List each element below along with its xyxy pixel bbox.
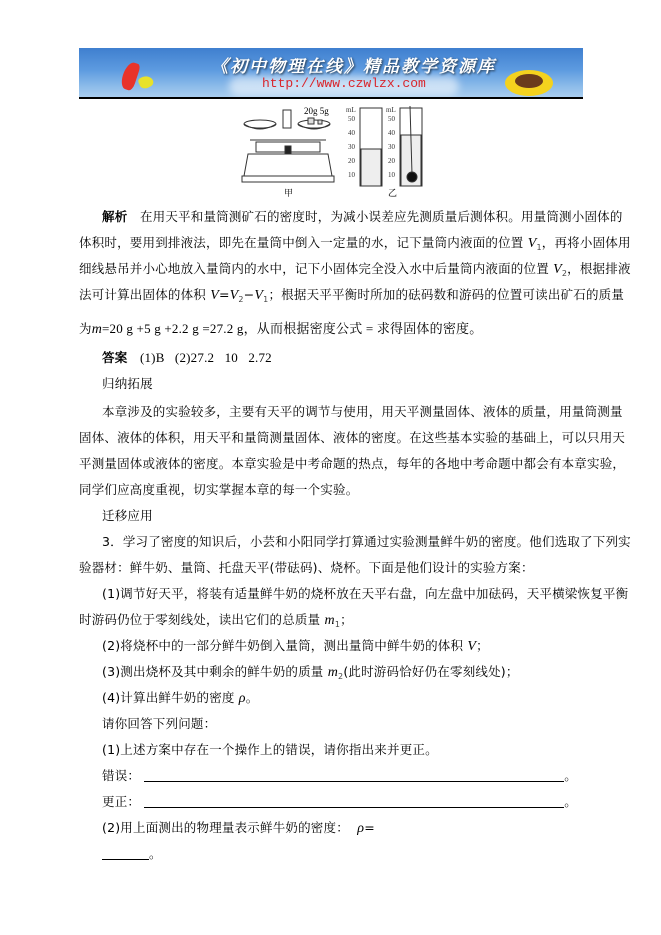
text: (此时游码恰好仍在零刻线处)； <box>343 664 519 679</box>
step-2 <box>102 636 489 655</box>
mass-symbol: m <box>91 322 103 337</box>
balance-scale <box>242 110 334 182</box>
tick-label: 40 <box>388 129 395 137</box>
text: 为 <box>79 321 92 336</box>
punct: 。 <box>149 846 162 861</box>
summary-line: 平测量固体或液体的密度。本章实验是中考命题的热点，每年的各地中考命题中都会有本章实验， <box>79 456 626 471</box>
question-line: 3．学习了密度的知识后，小芸和小阳同学打算通过实验测量鲜牛奶的密度。他们选取了下列实 <box>102 534 631 549</box>
minus: − <box>243 287 255 302</box>
summary-line: 本章涉及的实验较多，主要有天平的调节与使用，用天平测量固体、液体的质量，用量筒测量 <box>102 404 623 419</box>
density-answer-blank[interactable] <box>102 847 149 860</box>
subscript: 2 <box>338 672 344 681</box>
summary-heading: 归纳拓展 <box>102 376 153 391</box>
analysis-label: 解析 <box>102 209 128 224</box>
text: 细线悬吊并小心地放入量筒内的水中，记下小固体完全没入水中后量筒内液面的位置 <box>79 261 549 276</box>
tick-label: 20 <box>388 157 395 165</box>
weights-label: 20g 5g <box>304 106 329 116</box>
header-banner <box>79 48 583 97</box>
formula-v: V <box>210 288 219 303</box>
text: =20 g +5 g +2.2 g =27.2 g，从而根据密度公式 = 求得固体的密度。 <box>102 321 483 336</box>
analysis-line <box>79 259 631 278</box>
experiment-figure <box>240 104 440 198</box>
m1-symbol: m <box>324 613 335 628</box>
subscript: 1 <box>263 295 269 304</box>
summary-line: 同学们应高度重视，切实掌握本章的每一个实验。 <box>79 482 359 497</box>
tick-label: 50 <box>348 115 355 123</box>
logo-icon <box>119 61 141 92</box>
subscript: 1 <box>536 243 542 252</box>
text: ，根据排液 <box>567 261 631 276</box>
text: 法可计算出固体的体积 <box>79 287 207 302</box>
tick-label: 20 <box>348 157 355 165</box>
banner-url: http://www.czwlzx.com <box>262 76 426 91</box>
question-line: 验器材：鲜牛奶、量筒、托盘天平(带砝码)、烧杯。下面是他们设计的实验方案： <box>79 560 534 575</box>
answer-line <box>102 348 272 366</box>
cylinder-unit: mL <box>386 106 396 114</box>
analysis-line <box>79 233 631 252</box>
summary-line: 固体、液体的体积，用天平和量筒测量固体、液体的密度。在这些基本实验的基础上，可以只用天 <box>79 430 626 445</box>
header-rule <box>79 97 583 99</box>
figure-label-right: 乙 <box>388 189 398 198</box>
logo-accent-icon <box>137 74 155 91</box>
v2-symbol: V <box>553 262 562 277</box>
punct: 。 <box>564 794 577 809</box>
text: ，再将小固体用 <box>541 235 631 250</box>
cylinder-unit: mL <box>346 106 356 114</box>
fix-label: 更正： <box>102 794 141 809</box>
error-label: 错误： <box>102 768 141 783</box>
rho-symbol: ρ <box>357 821 365 836</box>
punct: 。 <box>245 690 259 705</box>
m2-symbol: m <box>327 665 339 680</box>
subscript: 1 <box>334 620 341 629</box>
equals: = <box>218 287 230 302</box>
application-heading: 迁移应用 <box>102 508 153 523</box>
step-3 <box>102 662 519 681</box>
text: (2)将烧杯中的一部分鲜牛奶倒入量筒，测出量筒中鲜牛奶的体积 <box>102 638 464 653</box>
formula-v1: V <box>254 288 264 303</box>
text: (4)计算出鲜牛奶的密度 <box>102 690 235 705</box>
tick-label: 50 <box>388 115 395 123</box>
step-4 <box>102 688 258 707</box>
punct: ； <box>340 612 353 627</box>
figure-label-left: 甲 <box>284 189 294 198</box>
analysis-line <box>79 318 482 338</box>
text: ；根据天平平衡时所加的砝码数和游码的位置可读出矿石的质量 <box>268 287 625 302</box>
banner-title: 《初中物理在线》精品教学资源库 <box>211 57 496 77</box>
tick-label: 30 <box>348 143 355 151</box>
subscript: 2 <box>561 269 568 278</box>
punct: 。 <box>564 768 577 783</box>
text: 在用天平和量筒测矿石的密度时，为减小误差应先测质量后测体积。用量筒测小固体的 <box>139 209 623 224</box>
fix-answer-row <box>102 792 577 810</box>
text: 时游码仍位于零刻线处，读出它们的总质量 <box>79 612 321 627</box>
text: 体积时，要用到排液法，即先在量筒中倒入一定量的水，记下量筒内液面的位置 <box>79 235 524 250</box>
cylinder-2 <box>400 106 422 186</box>
cylinder-1 <box>360 108 382 186</box>
text: (2)用上面测出的物理量表示鲜牛奶的密度： <box>102 820 349 835</box>
punct: ； <box>476 638 489 653</box>
sub-question-2 <box>102 818 375 837</box>
step-1: (1)调节好天平，将装有适量鲜牛奶的烧杯放在天平右盘，向左盘中加砝码，天平横梁恢复平衡 <box>102 586 629 601</box>
tick-label: 10 <box>348 171 355 179</box>
tick-label: 10 <box>388 171 395 179</box>
text: (3)测出烧杯及其中剩余的鲜牛奶的质量 <box>102 664 324 679</box>
tick-label: 30 <box>388 143 395 151</box>
formula-v2: V <box>229 288 239 303</box>
rho-symbol: ρ <box>238 691 246 706</box>
equals: = <box>364 820 375 835</box>
analysis-line <box>102 207 623 225</box>
sunflower-center <box>515 74 543 88</box>
error-answer-row <box>102 766 577 784</box>
v1-symbol: V <box>527 236 537 251</box>
subscript: 2 <box>238 295 244 304</box>
answer-label: 答案 <box>102 350 128 365</box>
answer-text: (1)B (2)27.2 10 2.72 <box>139 350 272 365</box>
error-answer-blank[interactable] <box>144 769 564 782</box>
v-symbol: V <box>467 639 477 654</box>
tick-label: 40 <box>348 129 355 137</box>
prompt: 请你回答下列问题： <box>102 716 217 731</box>
density-answer-row <box>102 844 162 862</box>
sub-question-1: (1)上述方案中存在一个操作上的错误，请你指出来并更正。 <box>102 742 438 757</box>
step-1-cont <box>79 610 353 629</box>
fix-answer-blank[interactable] <box>144 795 564 808</box>
analysis-line <box>79 285 624 304</box>
